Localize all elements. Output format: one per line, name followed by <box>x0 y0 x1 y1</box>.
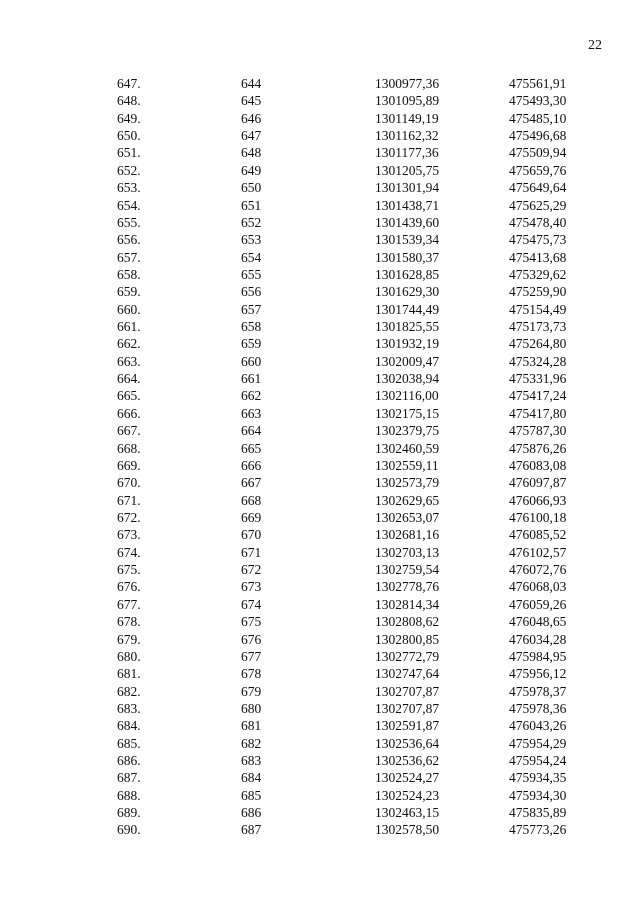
x-coordinate: 1301580,37 <box>375 249 440 265</box>
table-row <box>0 596 640 613</box>
x-coordinate: 1302559,11 <box>375 457 439 473</box>
table-row <box>0 422 640 439</box>
row-number: 675. <box>117 562 141 578</box>
table-row <box>0 197 640 214</box>
row-number: 662. <box>117 336 141 352</box>
row-number: 689. <box>117 805 141 821</box>
point-number: 645 <box>241 93 262 109</box>
y-coordinate: 475324,28 <box>509 353 567 369</box>
table-row <box>0 144 640 161</box>
point-number: 685 <box>241 787 262 803</box>
point-number: 657 <box>241 301 262 317</box>
x-coordinate: 1301932,19 <box>375 336 440 352</box>
y-coordinate: 475417,24 <box>509 388 567 404</box>
point-number: 686 <box>241 805 262 821</box>
table-row <box>0 162 640 179</box>
x-coordinate: 1301095,89 <box>375 93 440 109</box>
table-row <box>0 127 640 144</box>
x-coordinate: 1302707,87 <box>375 683 440 699</box>
table-row <box>0 787 640 804</box>
row-number: 665. <box>117 388 141 404</box>
point-number: 680 <box>241 700 262 716</box>
point-number: 677 <box>241 648 262 664</box>
table-row <box>0 231 640 248</box>
x-coordinate: 1302808,62 <box>375 614 440 630</box>
y-coordinate: 475493,30 <box>509 93 567 109</box>
point-number: 664 <box>241 423 262 439</box>
table-row <box>0 370 640 387</box>
y-coordinate: 476102,57 <box>509 544 567 560</box>
row-number: 683. <box>117 700 141 716</box>
point-number: 661 <box>241 371 262 387</box>
y-coordinate: 475787,30 <box>509 423 567 439</box>
table-row <box>0 457 640 474</box>
y-coordinate: 476066,93 <box>509 492 567 508</box>
x-coordinate: 1302038,94 <box>375 371 440 387</box>
x-coordinate: 1302759,54 <box>375 562 440 578</box>
x-coordinate: 1301825,55 <box>375 319 440 335</box>
row-number: 655. <box>117 214 141 230</box>
point-number: 674 <box>241 596 262 612</box>
x-coordinate: 1302681,16 <box>375 527 440 543</box>
y-coordinate: 475154,49 <box>509 301 567 317</box>
table-row <box>0 405 640 422</box>
y-coordinate: 475984,95 <box>509 648 567 664</box>
row-number: 669. <box>117 457 141 473</box>
x-coordinate: 1302629,65 <box>375 492 440 508</box>
point-number: 668 <box>241 492 262 508</box>
x-coordinate: 1302463,15 <box>375 805 440 821</box>
table-row <box>0 335 640 352</box>
point-number: 665 <box>241 440 262 456</box>
point-number: 667 <box>241 475 262 491</box>
y-coordinate: 475561,91 <box>509 76 567 91</box>
table-row <box>0 301 640 318</box>
x-coordinate: 1302778,76 <box>375 579 440 595</box>
row-number: 651. <box>117 145 141 161</box>
row-number: 650. <box>117 128 141 144</box>
point-number: 673 <box>241 579 262 595</box>
x-coordinate: 1301149,19 <box>375 110 439 126</box>
point-number: 647 <box>241 128 262 144</box>
table-row <box>0 700 640 717</box>
point-number: 644 <box>241 76 262 91</box>
x-coordinate: 1302591,87 <box>375 718 440 734</box>
table-row <box>0 92 640 109</box>
row-number: 653. <box>117 180 141 196</box>
point-number: 678 <box>241 666 262 682</box>
coordinates-table <box>0 75 640 839</box>
point-number: 682 <box>241 735 262 751</box>
point-number: 650 <box>241 180 262 196</box>
point-number: 669 <box>241 509 262 525</box>
point-number: 675 <box>241 614 262 630</box>
row-number: 654. <box>117 197 141 213</box>
y-coordinate: 475413,68 <box>509 249 567 265</box>
x-coordinate: 1301301,94 <box>375 180 440 196</box>
y-coordinate: 475649,64 <box>509 180 567 196</box>
x-coordinate: 1302653,07 <box>375 509 440 525</box>
row-number: 676. <box>117 579 141 595</box>
row-number: 684. <box>117 718 141 734</box>
row-number: 664. <box>117 371 141 387</box>
y-coordinate: 475978,36 <box>509 700 567 716</box>
x-coordinate: 1302524,27 <box>375 770 440 786</box>
point-number: 655 <box>241 266 262 282</box>
point-number: 663 <box>241 405 262 421</box>
row-number: 663. <box>117 353 141 369</box>
row-number: 652. <box>117 162 141 178</box>
row-number: 660. <box>117 301 141 317</box>
point-number: 670 <box>241 527 262 543</box>
table-row <box>0 648 640 665</box>
table-row <box>0 821 640 838</box>
y-coordinate: 475475,73 <box>509 232 567 248</box>
table-row <box>0 717 640 734</box>
row-number: 666. <box>117 405 141 421</box>
x-coordinate: 1302814,34 <box>375 596 440 612</box>
point-number: 648 <box>241 145 262 161</box>
y-coordinate: 475876,26 <box>509 440 567 456</box>
y-coordinate: 475496,68 <box>509 128 567 144</box>
table-row <box>0 544 640 561</box>
table-row <box>0 214 640 231</box>
y-coordinate: 475954,29 <box>509 735 567 751</box>
row-number: 687. <box>117 770 141 786</box>
row-number: 657. <box>117 249 141 265</box>
table-row <box>0 387 640 404</box>
row-number: 648. <box>117 93 141 109</box>
table-row <box>0 283 640 300</box>
point-number: 684 <box>241 770 262 786</box>
x-coordinate: 1301629,30 <box>375 284 440 300</box>
x-coordinate: 1302573,79 <box>375 475 440 491</box>
y-coordinate: 475773,26 <box>509 822 567 838</box>
x-coordinate: 1302578,50 <box>375 822 440 838</box>
table-row <box>0 665 640 682</box>
table-row <box>0 578 640 595</box>
y-coordinate: 475934,30 <box>509 787 567 803</box>
point-number: 646 <box>241 110 262 126</box>
table-row <box>0 631 640 648</box>
y-coordinate: 475956,12 <box>509 666 567 682</box>
point-number: 652 <box>241 214 262 230</box>
table-row <box>0 474 640 491</box>
y-coordinate: 476100,18 <box>509 509 567 525</box>
row-number: 674. <box>117 544 141 560</box>
row-number: 670. <box>117 475 141 491</box>
row-number: 667. <box>117 423 141 439</box>
row-number: 658. <box>117 266 141 282</box>
point-number: 653 <box>241 232 262 248</box>
point-number: 671 <box>241 544 262 560</box>
row-number: 656. <box>117 232 141 248</box>
y-coordinate: 475331,96 <box>509 371 567 387</box>
point-number: 679 <box>241 683 262 699</box>
table-row <box>0 318 640 335</box>
y-coordinate: 475329,62 <box>509 266 567 282</box>
row-number: 647. <box>117 76 141 91</box>
y-coordinate: 475659,76 <box>509 162 567 178</box>
y-coordinate: 476043,26 <box>509 718 567 734</box>
table-row <box>0 110 640 127</box>
y-coordinate: 476083,08 <box>509 457 567 473</box>
x-coordinate: 1302536,62 <box>375 753 440 769</box>
x-coordinate: 1301438,71 <box>375 197 440 213</box>
y-coordinate: 476034,28 <box>509 631 567 647</box>
x-coordinate: 1302747,64 <box>375 666 440 682</box>
y-coordinate: 475509,94 <box>509 145 567 161</box>
x-coordinate: 1301439,60 <box>375 214 440 230</box>
x-coordinate: 1301744,49 <box>375 301 440 317</box>
y-coordinate: 476072,76 <box>509 562 567 578</box>
y-coordinate: 475478,40 <box>509 214 567 230</box>
y-coordinate: 476085,52 <box>509 527 567 543</box>
point-number: 676 <box>241 631 262 647</box>
y-coordinate: 476068,03 <box>509 579 567 595</box>
x-coordinate: 1301628,85 <box>375 266 440 282</box>
point-number: 662 <box>241 388 262 404</box>
y-coordinate: 475173,73 <box>509 319 567 335</box>
page-number: 22 <box>588 38 602 53</box>
y-coordinate: 475485,10 <box>509 110 567 126</box>
point-number: 658 <box>241 319 262 335</box>
row-number: 668. <box>117 440 141 456</box>
x-coordinate: 1301205,75 <box>375 162 440 178</box>
table-row <box>0 249 640 266</box>
row-number: 680. <box>117 648 141 664</box>
table-row <box>0 353 640 370</box>
point-number: 672 <box>241 562 262 578</box>
y-coordinate: 475259,90 <box>509 284 567 300</box>
row-number: 673. <box>117 527 141 543</box>
point-number: 687 <box>241 822 262 838</box>
x-coordinate: 1300977,36 <box>375 76 440 91</box>
row-number: 672. <box>117 509 141 525</box>
table-row <box>0 75 640 92</box>
x-coordinate: 1302175,15 <box>375 405 440 421</box>
y-coordinate: 475934,35 <box>509 770 567 786</box>
row-number: 688. <box>117 787 141 803</box>
row-number: 681. <box>117 666 141 682</box>
table-row <box>0 752 640 769</box>
x-coordinate: 1301177,36 <box>375 145 439 161</box>
row-number: 649. <box>117 110 141 126</box>
row-number: 679. <box>117 631 141 647</box>
table-row <box>0 613 640 630</box>
point-number: 659 <box>241 336 262 352</box>
table-row <box>0 492 640 509</box>
table-row <box>0 179 640 196</box>
x-coordinate: 1301539,34 <box>375 232 440 248</box>
x-coordinate: 1302116,00 <box>375 388 439 404</box>
row-number: 677. <box>117 596 141 612</box>
table-row <box>0 440 640 457</box>
point-number: 651 <box>241 197 262 213</box>
y-coordinate: 475978,37 <box>509 683 567 699</box>
x-coordinate: 1302800,85 <box>375 631 440 647</box>
x-coordinate: 1302707,87 <box>375 700 440 716</box>
row-number: 686. <box>117 753 141 769</box>
point-number: 681 <box>241 718 262 734</box>
point-number: 654 <box>241 249 262 265</box>
table-row <box>0 804 640 821</box>
x-coordinate: 1302524,23 <box>375 787 440 803</box>
row-number: 685. <box>117 735 141 751</box>
row-number: 678. <box>117 614 141 630</box>
table-row <box>0 735 640 752</box>
table-row <box>0 266 640 283</box>
row-number: 661. <box>117 319 141 335</box>
x-coordinate: 1302772,79 <box>375 648 440 664</box>
y-coordinate: 476048,65 <box>509 614 567 630</box>
row-number: 682. <box>117 683 141 699</box>
row-number: 671. <box>117 492 141 508</box>
x-coordinate: 1302009,47 <box>375 353 440 369</box>
x-coordinate: 1301162,32 <box>375 128 439 144</box>
x-coordinate: 1302379,75 <box>375 423 440 439</box>
point-number: 649 <box>241 162 262 178</box>
y-coordinate: 476097,87 <box>509 475 567 491</box>
row-number: 690. <box>117 822 141 838</box>
y-coordinate: 475835,89 <box>509 805 567 821</box>
table-row <box>0 769 640 786</box>
point-number: 656 <box>241 284 262 300</box>
y-coordinate: 475417,80 <box>509 405 567 421</box>
x-coordinate: 1302460,59 <box>375 440 440 456</box>
table-row <box>0 526 640 543</box>
y-coordinate: 475625,29 <box>509 197 567 213</box>
y-coordinate: 476059,26 <box>509 596 567 612</box>
table-row <box>0 561 640 578</box>
x-coordinate: 1302536,64 <box>375 735 440 751</box>
point-number: 666 <box>241 457 262 473</box>
point-number: 660 <box>241 353 262 369</box>
y-coordinate: 475264,80 <box>509 336 567 352</box>
x-coordinate: 1302703,13 <box>375 544 440 560</box>
table-row <box>0 509 640 526</box>
row-number: 659. <box>117 284 141 300</box>
table-row <box>0 683 640 700</box>
y-coordinate: 475954,24 <box>509 753 567 769</box>
point-number: 683 <box>241 753 262 769</box>
